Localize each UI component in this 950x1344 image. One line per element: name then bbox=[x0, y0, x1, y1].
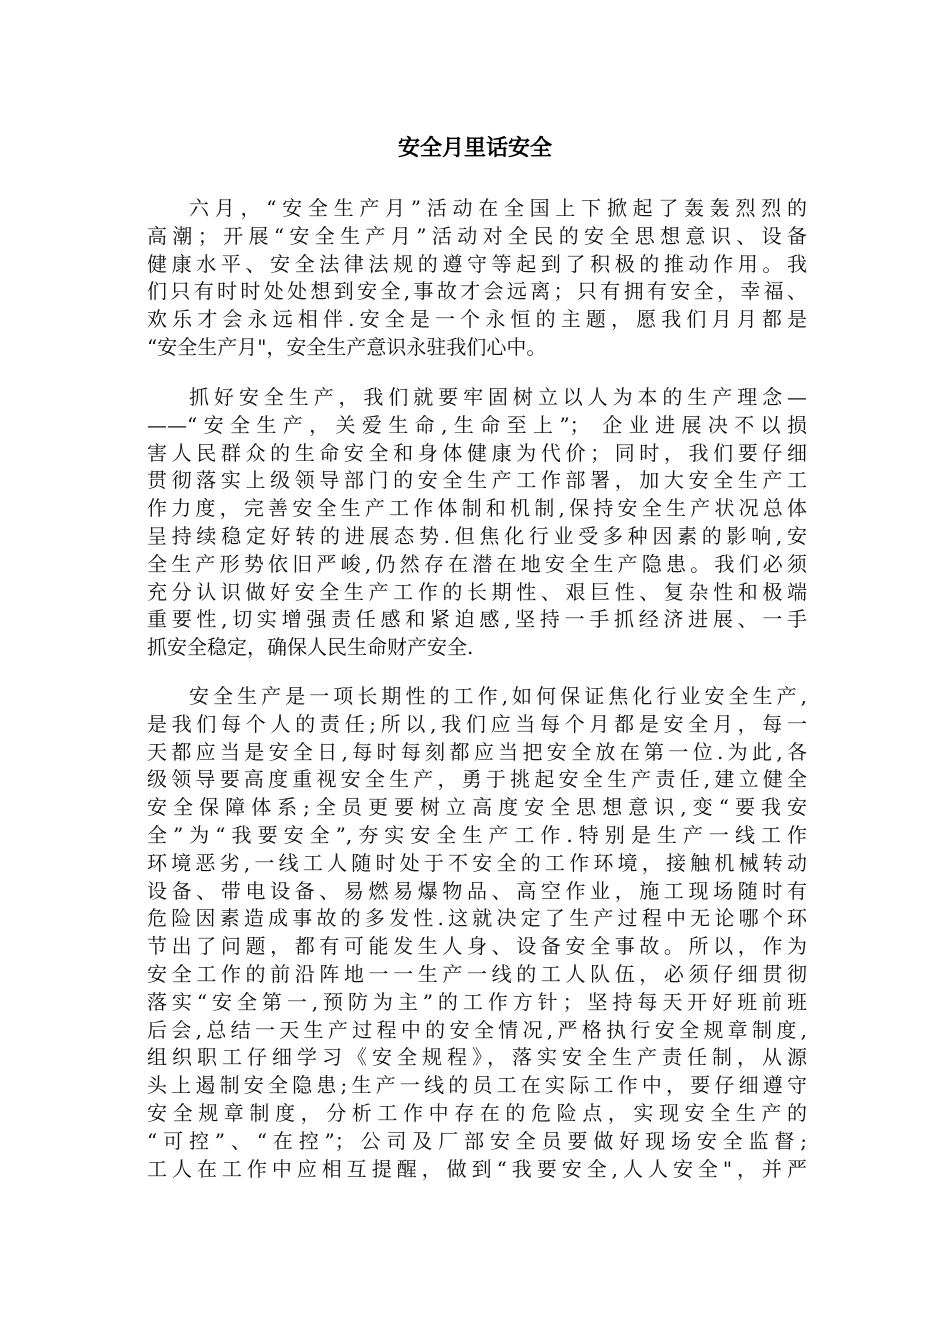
paragraph-line: “安全生产月"，安全生产意识永驻我们心中。 bbox=[147, 334, 547, 359]
paragraph-line: 欢乐才会永远相伴.安全是一个永恒的主题，愿我们月月都是 bbox=[147, 307, 807, 332]
paragraph-line: 安全生产是一项长期性的工作,如何保证焦化行业安全生产, bbox=[189, 684, 807, 708]
paragraph-line: 全生产形势依旧严峻,仍然存在潜在地安全生产隐患。我们必须 bbox=[147, 551, 807, 576]
paragraph-line: 节出了问题，都有可能发生人身、设备安全事故。所以，作为 bbox=[147, 934, 807, 959]
paragraph-line: 们只有时时处处想到安全,事故才会远离；只有拥有安全，幸福、 bbox=[147, 279, 807, 304]
paragraph-line: 作力度，完善安全生产工作体制和机制,保持安全生产状况总体 bbox=[147, 496, 807, 521]
paragraph-line: 设备、带电设备、易燃易爆物品、高空作业，施工现场随时有 bbox=[147, 878, 807, 903]
paragraph-line: 六月，“安全生产月”活动在全国上下掀起了轰轰烈烈的 bbox=[189, 196, 807, 220]
paragraph-line: 落实“安全第一,预防为主”的工作方针；坚持每天开好班前班 bbox=[147, 989, 807, 1014]
paragraph-line: ——“安全生产，关爱生命,生命至上”； 企业进展决不以损 bbox=[147, 412, 807, 437]
paragraph-line: 安全保障体系;全员更要树立高度安全思想意识,变“要我安 bbox=[147, 795, 807, 820]
paragraph-line: 天都应当是安全日,每时每刻都应当把安全放在第一位.为此,各 bbox=[147, 739, 807, 764]
paragraph-2 bbox=[147, 384, 807, 662]
paragraph-line: 安全规章制度，分析工作中存在的危险点，实现安全生产的 bbox=[147, 1100, 807, 1125]
paragraph-line: 贯彻落实上级领导部门的安全生产工作部署，加大安全生产工 bbox=[147, 468, 807, 493]
paragraph-line: “可控”、“在控”；公司及厂部安全员要做好现场安全监督; bbox=[147, 1128, 807, 1153]
paragraph-line: 抓好安全生产，我们就要牢固树立以人为本的生产理念— bbox=[189, 385, 807, 409]
paragraph-line: 高潮；开展“安全生产月”活动对全民的安全思想意识、设备 bbox=[147, 223, 807, 248]
paragraph-line: 组织职工仔细学习《安全规程》，落实安全生产责任制，从源 bbox=[147, 1045, 807, 1070]
paragraph-line: 呈持续稳定好转的进展态势.但焦化行业受多种因素的影响,安 bbox=[147, 523, 807, 548]
paragraph-1 bbox=[147, 195, 807, 362]
paragraph-line: 重要性,切实增强责任感和紧迫感,坚持一手抓经济进展、一手 bbox=[147, 607, 807, 632]
paragraph-line: 头上遏制安全隐患;生产一线的员工在实际工作中，要仔细遵守 bbox=[147, 1073, 807, 1098]
paragraph-line: 抓安全稳定，确保人民生命财产安全. bbox=[147, 635, 474, 660]
paragraph-line: 害人民群众的生命安全和身体健康为代价；同时，我们要仔细 bbox=[147, 440, 807, 465]
paragraph-line: 级领导要高度重视安全生产，勇于挑起安全生产责任,建立健全 bbox=[147, 767, 807, 792]
paragraph-line: 环境恶劣,一线工人随时处于不安全的工作环境，接触机械转动 bbox=[147, 850, 807, 875]
paragraph-3 bbox=[147, 683, 807, 1183]
paragraph-line: 健康水平、安全法律法规的遵守等起到了积极的推动作用。我 bbox=[147, 251, 807, 276]
paragraph-line: 后会,总结一天生产过程中的安全情况,严格执行安全规章制度, bbox=[147, 1017, 807, 1042]
paragraph-line: 安全工作的前沿阵地一一生产一线的工人队伍，必须仔细贯彻 bbox=[147, 961, 807, 986]
paragraph-line: 工人在工作中应相互提醒，做到“我要安全,人人安全"，并严 bbox=[147, 1156, 807, 1181]
document-title: 安全月里话安全 bbox=[397, 136, 552, 161]
paragraph-line: 是我们每个人的责任;所以,我们应当每个月都是安全月，每一 bbox=[147, 711, 807, 736]
paragraph-line: 危险因素造成事故的多发性.这就决定了生产过程中无论哪个环 bbox=[147, 906, 807, 931]
paragraph-line: 全”为“我要安全”,夯实安全生产工作.特别是生产一线工作 bbox=[147, 822, 807, 847]
paragraph-line: 充分认识做好安全生产工作的长期性、艰巨性、复杂性和极端 bbox=[147, 579, 807, 604]
